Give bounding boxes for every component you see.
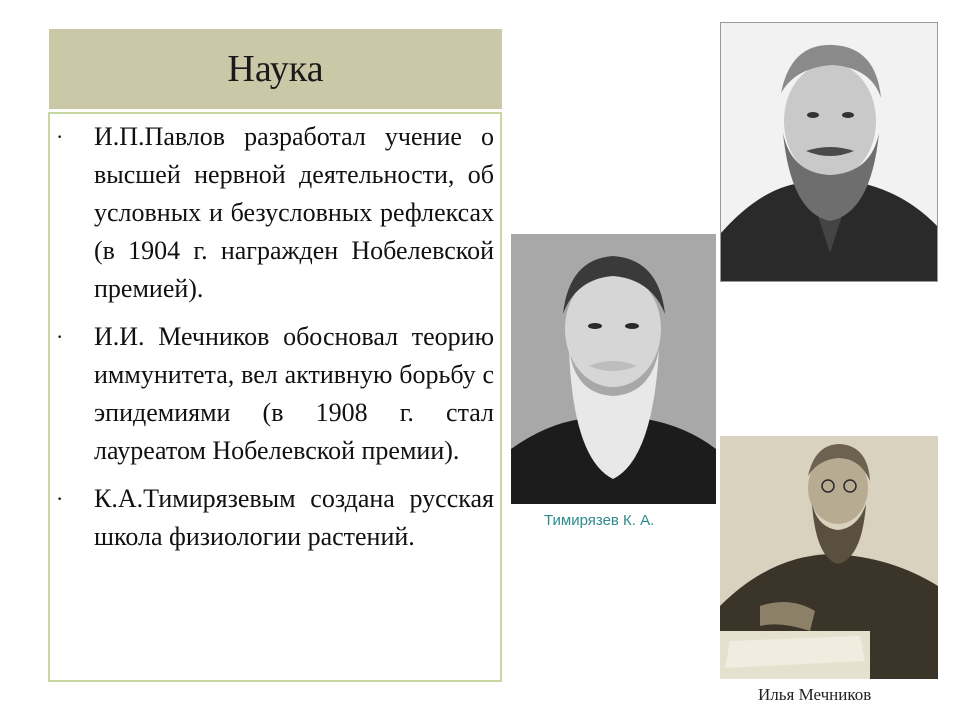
bullet-item-pavlov bbox=[56, 118, 494, 308]
timiryazev-caption: Тимирязев К. А. bbox=[544, 512, 655, 529]
bullet-item-timiryazev bbox=[56, 480, 494, 556]
mechnikov-caption: Илья Мечников bbox=[758, 685, 872, 704]
bullet-marker: · bbox=[56, 324, 64, 349]
bullet-item-mechnikov bbox=[56, 318, 494, 470]
bullet-marker: · bbox=[56, 124, 64, 149]
mechnikov-portrait bbox=[720, 436, 938, 679]
slide-title: Наука bbox=[227, 48, 324, 90]
bullet-text: К.А.Тимирязевым создана русская школа физиологии растений. bbox=[94, 484, 494, 551]
pavlov-portrait bbox=[720, 22, 938, 282]
slide-title-bar bbox=[49, 29, 502, 109]
timiryazev-portrait bbox=[511, 234, 716, 504]
bullet-text: И.П.Павлов разработал учение о высшей нервной деятельности, об условных и безусловных рефлексах (в 1904 г. награжден Нобелевской премией). bbox=[94, 122, 494, 303]
bullet-text: И.И. Мечников обосновал теорию иммунитета, вел активную борьбу с эпидемиями (в 1908 г. стал лауреатом Нобелевской премии). bbox=[94, 322, 494, 465]
bullet-list bbox=[56, 118, 494, 720]
bullet-marker: · bbox=[56, 486, 64, 511]
